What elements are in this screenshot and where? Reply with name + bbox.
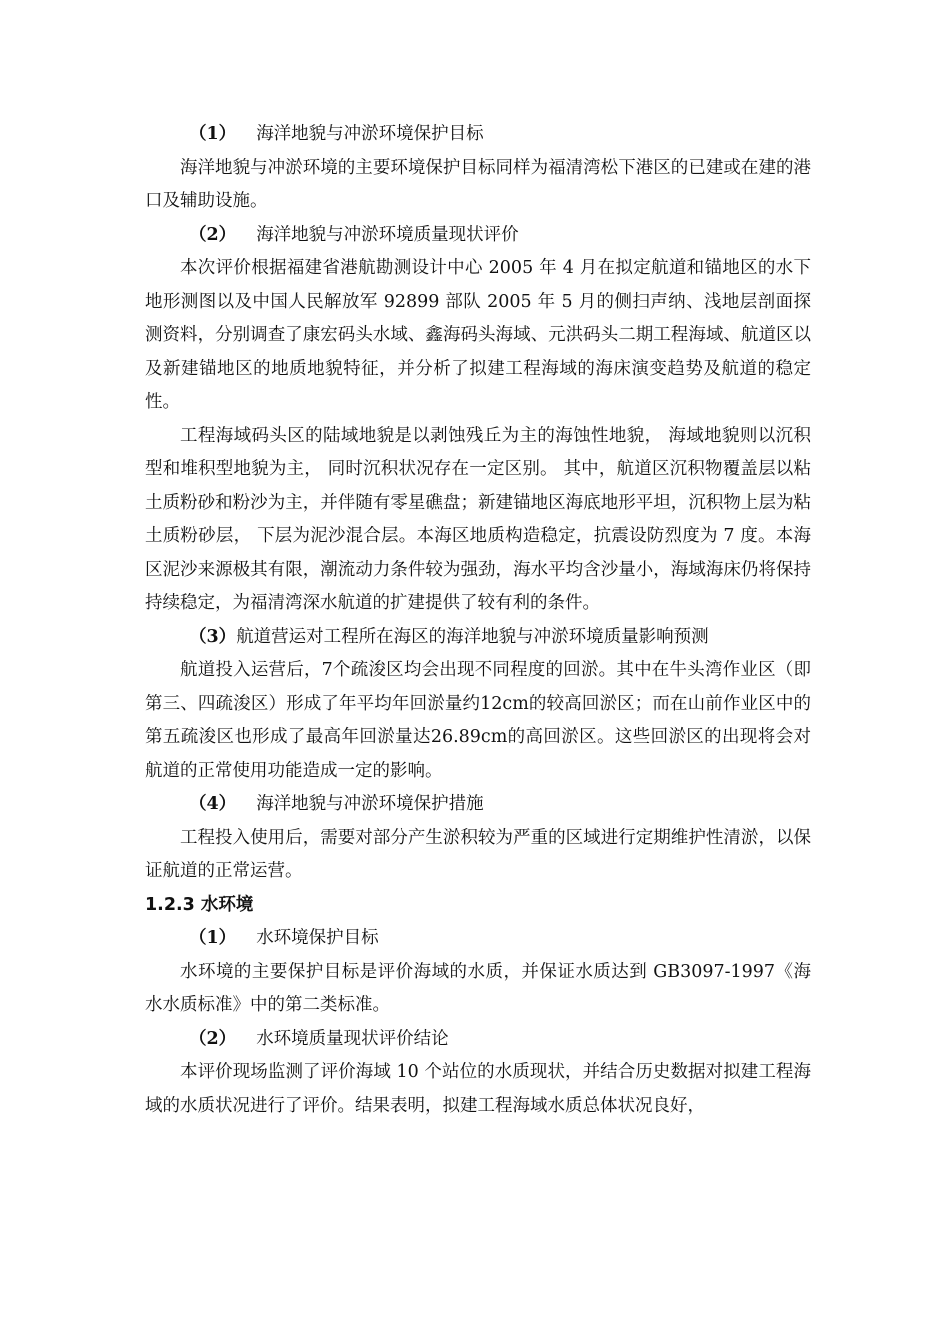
item3-heading-number: （3） (189, 626, 237, 647)
item1-paragraph: 海洋地貌与冲淤环境的主要环境保护目标同样为福清湾松下港区的已建或在建的港口及辅助设施。 (145, 157, 811, 211)
water1-heading (145, 922, 811, 956)
item3-heading-text: 航道营运对工程所在海区的海洋地貌与冲淤环境质量影响预测 (236, 626, 709, 647)
item1-heading-text: 海洋地貌与冲淤环境保护目标 (256, 124, 484, 144)
water2-heading (145, 1023, 811, 1057)
item4-heading-number: （4） (189, 794, 237, 814)
water2-heading-text: 水环境质量现状评价结论 (256, 1028, 449, 1049)
item4-paragraph: 工程投入使用后，需要对部分产生淤积较为严重的区域进行定期维护性清淤，以保证航道的正常运营。 (145, 827, 811, 881)
item4-heading (145, 788, 811, 822)
item2-heading (145, 219, 811, 253)
item1-heading (145, 118, 811, 152)
item2-paragraph-1: 本次评价根据福建省港航勘测设计中心 2005 年 4 月在拟定航道和锚地区的水下地形测图以及中国人民解放军 92899 部队 2005 年 5 月的侧扫声纳、浅地层剖面探测资料，分别调查了康宏码头水域、鑫海码头海域、元洪码头二期工程海域、航道区以及新建锚地区的地质地貌特征，并分析了拟建工程海域的海床演变趋势及航道的稳定性。 (145, 258, 811, 412)
item2-heading-number: （2） (189, 224, 237, 245)
water2-heading-number: （2） (189, 1028, 237, 1049)
item1-heading-number: （1） (189, 124, 237, 144)
item2-heading-text: 海洋地貌与冲淤环境质量现状评价 (256, 224, 519, 245)
item2-paragraph-2: 工程海域码头区的陆域地貌是以剥蚀残丘为主的海蚀性地貌， 海域地貌则以沉积型和堆积型地貌为主， 同时沉积状况存在一定区别。 其中，航道区沉积物覆盖层以粘土质粉砂和粉沙为主，并伴随有零星礁盘；新建锚地区海底地形平坦，沉积物上层为粘土质粉砂层， 下层为泥沙混合层。本海区地质构造稳定，抗震设防烈度为 7 度。本海区泥沙来源极其有限，潮流动力条件较为强劲，海水平均含沙量小，海域海床仍将保持持续稳定，为福清湾深水航道的扩建提供了较有利的条件。 (145, 425, 811, 613)
water1-heading-text: 水环境保护目标 (256, 928, 379, 948)
water1-heading-number: （1） (189, 928, 237, 948)
section-heading-water: 1.2.3 水环境 (145, 894, 254, 915)
document-body (145, 118, 811, 1123)
water1-paragraph: 水环境的主要保护目标是评价海域的水质，并保证水质达到 GB3097-1997《海水水质标准》中的第二类标准。 (145, 961, 811, 1015)
water2-paragraph: 本评价现场监测了评价海域 10 个站位的水质现状，并结合历史数据对拟建工程海域的水质状况进行了评价。结果表明，拟建工程海域水质总体状况良好， (145, 1062, 811, 1116)
item3-heading (145, 621, 811, 655)
item3-paragraph: 航道投入运营后，7个疏浚区均会出现不同程度的回淤。其中在牛头湾作业区（即第三、四疏浚区）形成了年平均年回淤量约12cm的较高回淤区；而在山前作业区中的第五疏浚区也形成了最高年回淤量达26.89cm的高回淤区。这些回淤区的出现将会对航道的正常使用功能造成一定的影响。 (145, 660, 811, 781)
item4-heading-text: 海洋地貌与冲淤环境保护措施 (256, 794, 484, 814)
